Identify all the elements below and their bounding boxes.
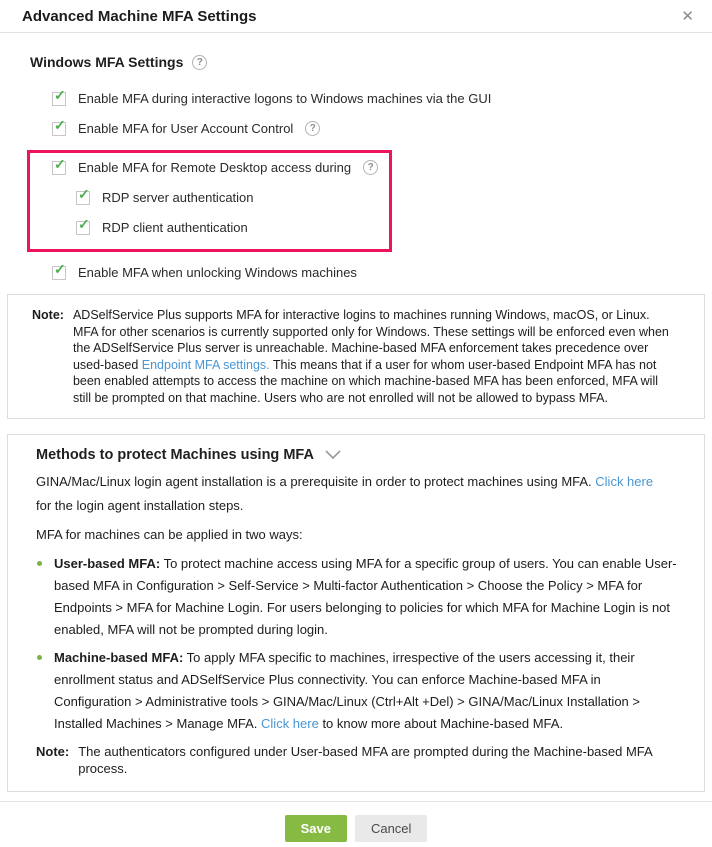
note-text-before: ADSelfService Plus supports MFA for interactive logins to machines running Windows, macOS, or Linux. MFA for other scenarios is currently supported only for Windows. These settings will be enforced even when the ADSelfService Plus server is unreachable. Machine-based MFA enforcement takes precedence over used-based — [72, 308, 669, 372]
methods-ways-line: MFA for machines can be applied in two ways: — [36, 527, 303, 542]
checkmark-icon: ✓ — [78, 215, 90, 232]
checkbox-checked[interactable] — [52, 86, 66, 106]
checkbox-label[interactable]: RDP client authentication — [102, 220, 248, 235]
checkbox-label[interactable]: Enable MFA for Remote Desktop access during — [78, 160, 352, 175]
checkbox-checked[interactable] — [52, 116, 66, 136]
windows-mfa-heading — [30, 54, 712, 70]
methods-list — [36, 553, 680, 735]
save-button[interactable]: Save — [285, 815, 347, 842]
checkbox-checked[interactable] — [52, 260, 66, 280]
methods-note — [36, 743, 680, 777]
checkbox-label[interactable]: Enable MFA when unlocking Windows machines — [78, 265, 357, 280]
bullet-text-after: to know more about Machine-based MFA. — [318, 716, 564, 731]
methods-heading[interactable] — [36, 447, 680, 463]
windows-mfa-heading-label: Windows MFA Settings — [30, 54, 184, 70]
help-icon[interactable]: ? — [363, 160, 378, 175]
click-here-link-machine-mfa[interactable]: Click here — [261, 716, 319, 731]
note-text — [73, 307, 671, 406]
note-box — [7, 294, 705, 419]
bullet-text: To protect machine access using MFA for a specific group of users. You can enable User-based MFA in Configuration > Self-Service > Multi-factor Authentication > Choose the Policy > MFA for Endpoints > MFA for Machine Login. For users belonging to policies for which MFA for Machine Login is not enabled, MFA will not be prompted during login. — [54, 556, 677, 637]
checkbox-checked[interactable] — [76, 185, 90, 205]
bullet-label: Machine-based MFA: — [54, 650, 184, 665]
checkbox-row-unlock — [52, 260, 712, 281]
footer-divider — [0, 801, 712, 802]
list-item-machine-based-mfa — [36, 647, 680, 735]
note-text: The authenticators configured under User-based MFA are prompted during the Machine-based MFA process. — [78, 744, 652, 776]
note-label: Note: — [32, 308, 64, 322]
footer — [0, 815, 712, 842]
help-icon[interactable]: ? — [192, 55, 207, 70]
bullet-icon — [37, 655, 42, 660]
checkmark-icon: ✓ — [54, 155, 66, 172]
checkbox-label[interactable]: Enable MFA during interactive logons to Windows machines via the GUI — [78, 91, 492, 106]
checkbox-label[interactable]: RDP server authentication — [102, 190, 254, 205]
methods-intro-after: for the login agent installation steps. — [36, 498, 244, 513]
help-icon[interactable]: ? — [305, 121, 320, 136]
checkmark-icon: ✓ — [54, 86, 66, 103]
checkbox-label[interactable]: Enable MFA for User Account Control — [78, 121, 294, 136]
methods-box — [7, 434, 705, 792]
close-icon[interactable]: ✕ — [681, 7, 694, 25]
checkbox-checked[interactable] — [76, 215, 90, 235]
checkbox-row-interactive-logons — [52, 86, 712, 107]
methods-heading-label: Methods to protect Machines using MFA — [36, 447, 314, 463]
highlight-box — [27, 150, 392, 252]
bullet-text-before: To apply MFA specific to machines, irrespective of the users accessing it, their enrollment status and ADSelfService Plus connectivity. You can enforce Machine-based MFA in Configuration > Administrative tools > GINA/Mac/Linux (Ctrl+Alt +Del) > GINA/Mac/Linux Installation > Installed Machines > Manage MFA. — [54, 650, 640, 731]
checkmark-icon: ✓ — [54, 116, 66, 133]
bullet-icon — [37, 561, 42, 566]
checkbox-row-rdp-server — [76, 185, 389, 206]
dialog-title: Advanced Machine MFA Settings — [22, 7, 257, 25]
dialog-header — [0, 0, 712, 33]
endpoint-mfa-settings-link[interactable]: Endpoint MFA settings. — [141, 357, 270, 372]
checkbox-checked[interactable] — [52, 155, 66, 175]
checkmark-icon: ✓ — [78, 185, 90, 202]
checkbox-row-rdp — [52, 155, 389, 176]
chevron-down-icon — [325, 447, 341, 463]
methods-intro — [36, 470, 668, 518]
note-text-after: This means that if a user for whom user-based Endpoint MFA has not been enabled attempts to access the machine on which machine-based MFA has been enforced, MFA will still be prompted on that machine. Users who are not enrolled will not be allowed to bypass MFA. — [72, 357, 659, 405]
methods-intro-before: GINA/Mac/Linux login agent installation is a prerequisite in order to protect machines using MFA. — [36, 474, 596, 489]
note-label: Note: — [36, 744, 70, 759]
checkbox-row-rdp-client — [76, 215, 389, 236]
cancel-button[interactable]: Cancel — [355, 815, 427, 842]
checkbox-row-uac — [52, 116, 712, 137]
bullet-label: User-based MFA: — [54, 556, 161, 571]
click-here-link-agent[interactable]: Click here — [595, 474, 654, 489]
checkbox-list — [27, 86, 712, 281]
list-item-user-based-mfa — [36, 553, 680, 641]
checkmark-icon: ✓ — [54, 260, 66, 277]
